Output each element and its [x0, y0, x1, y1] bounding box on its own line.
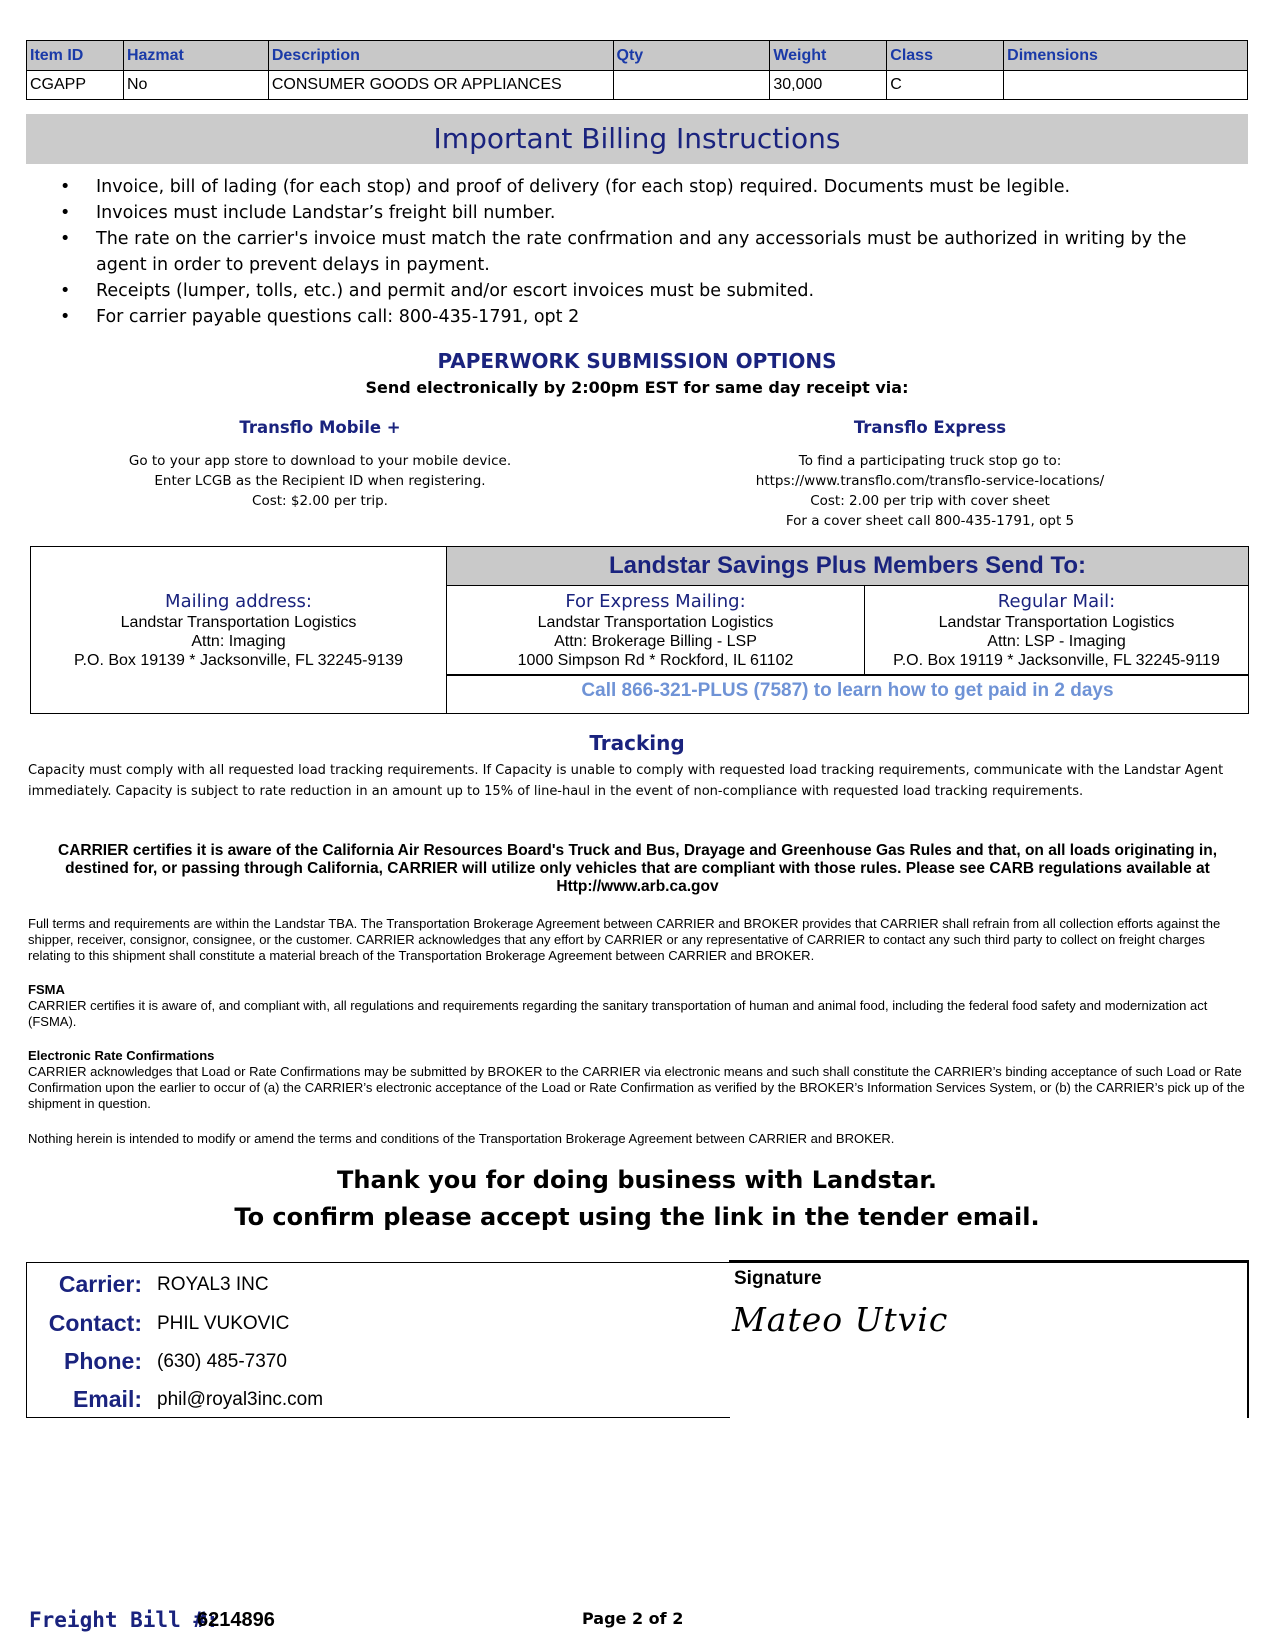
carb-statement: CARRIER certifies it is aware of the California Air Resources Board's Truck and Bus, Drayage and Greenhouse Gas Rules and that, on all loads originating in, destined for, or passing through California, CARRIER will utilize only vehicles that are compliant with those rules. Please see CARB regulations available at Http://www.arb.ca.gov	[58, 842, 1217, 895]
billing-instructions-list	[60, 174, 1220, 330]
mailing-address	[31, 591, 446, 670]
transflo-express-info	[690, 451, 1170, 531]
erc-text: CARRIER acknowledges that Load or Rate Confirmations may be submitted by BROKER to the CARRIER via electronic means and such shall constitute the CARRIER’s binding acceptance of such Load or Rate Confirmation upon the earlier to occur of (a) the CARRIER’s electronic acceptance of the Load or Rate Confirmation as verified by the BROKER’s Information Services System, or (b) the CARRIER’s pick up of the shipment in question.	[28, 1064, 1245, 1111]
regular-mail-title: Regular Mail:	[997, 591, 1116, 612]
fsma-section	[28, 982, 1248, 1030]
express-mailing-line: 1000 Simpson Rd * Rockford, IL 61102	[517, 652, 794, 669]
lsp-call-text: Call 866-321-PLUS (7587) to learn how to get paid in 2 days	[581, 680, 1114, 701]
paperwork-subtitle: Send electronically by 2:00pm EST for same day receipt via:	[365, 378, 909, 397]
transflo-mobile-title: Transflo Mobile +	[239, 418, 401, 437]
freight-bill-label: Freight Bill #:	[29, 1608, 219, 1632]
thanks-line: To confirm please accept using the link in the tender email.	[234, 1203, 1040, 1231]
mailing-line: Landstar Transportation Logistics	[120, 614, 357, 631]
express-mailing-title: For Express Mailing:	[565, 591, 746, 612]
phone-value: (630) 485-7370	[157, 1351, 287, 1372]
lsp-divider-top	[447, 585, 1248, 586]
table-row	[27, 71, 1248, 100]
tracking-title: Tracking	[589, 731, 685, 755]
signature-box-right	[1247, 1260, 1249, 1418]
mobile-line: Cost: $2.00 per trip.	[252, 493, 388, 509]
email-value: phil@royal3inc.com	[157, 1389, 324, 1410]
items-table	[26, 40, 1248, 100]
express-line: For a cover sheet call 800-435-1791, opt 5	[785, 513, 1075, 529]
regular-mail	[865, 591, 1248, 670]
carrier-box-top	[26, 1262, 1248, 1263]
express-mailing-line: Attn: Brokerage Billing - LSP	[554, 633, 757, 650]
transflo-express-title: Transflo Express	[853, 418, 1007, 437]
col-weight: Weight	[770, 41, 887, 71]
mailing-address-title: Mailing address:	[165, 591, 312, 612]
email-label: Email:	[72, 1386, 142, 1412]
contact-label: Contact:	[48, 1310, 142, 1336]
col-qty: Qty	[613, 41, 770, 71]
regular-mail-line: P.O. Box 19119 * Jacksonville, FL 32245-9119	[893, 652, 1220, 669]
list-item: • Receipts (lumper, tolls, etc.) and permit and/or escort invoices must be submited.	[60, 278, 1220, 304]
mobile-line: Go to your app store to download to your mobile device.	[128, 453, 512, 469]
express-line: To find a participating truck stop go to:	[798, 453, 1062, 469]
fsma-title: FSMA	[28, 982, 65, 997]
billing-title: Important Billing Instructions	[26, 114, 1248, 164]
tracking-text: Capacity must comply with all requested load tracking requirements. If Capacity is unable to comply with requested load tracking requirements, communicate with the Landstar Agent immediately. Capacity is subject to rate reduction in an amount up to 15% of line-haul in the event of non-compliance with requested load tracking requirements.	[28, 763, 1224, 799]
col-hazmat: Hazmat	[123, 41, 268, 71]
thanks-line: Thank you for doing business with Landstar.	[337, 1166, 937, 1194]
list-item: • Invoice, bill of lading (for each stop) and proof of delivery (for each stop) required. Documents must be legible.	[60, 174, 1220, 200]
col-class: Class	[887, 41, 1004, 71]
items-header-row	[27, 41, 1248, 71]
transflo-mobile-info	[60, 451, 580, 511]
erc-section	[28, 1048, 1248, 1112]
col-item-id: Item ID	[27, 41, 124, 71]
signature-value: Mateo Utvic	[732, 1300, 949, 1339]
cell-hazmat: No	[123, 71, 268, 100]
thank-you	[26, 1162, 1248, 1236]
express-line: Cost: 2.00 per trip with cover sheet	[810, 493, 1050, 509]
cell-description: CONSUMER GOODS OR APPLIANCES	[268, 71, 613, 100]
cell-dimensions	[1004, 71, 1248, 100]
mailing-line: P.O. Box 19139 * Jacksonville, FL 32245-9139	[73, 652, 404, 669]
col-dimensions: Dimensions	[1004, 41, 1248, 71]
mobile-line: Enter LCGB as the Recipient ID when registering.	[154, 473, 486, 489]
list-item: • Invoices must include Landstar’s freight bill number.	[60, 200, 1220, 226]
cell-weight: 30,000	[770, 71, 887, 100]
signature-box-top	[729, 1260, 1249, 1262]
page-number: Page 2 of 2	[582, 1609, 684, 1628]
carrier-label: Carrier:	[58, 1271, 142, 1297]
list-item: • For carrier payable questions call: 800-435-1791, opt 2	[60, 304, 1220, 330]
nothing-herein: Nothing herein is intended to modify or amend the terms and conditions of the Transportation Brokerage Agreement between CARRIER and BROKER.	[28, 1131, 895, 1146]
col-description: Description	[268, 41, 613, 71]
carrier-value: ROYAL3 INC	[157, 1274, 269, 1295]
signature-label: Signature	[734, 1268, 822, 1289]
mailing-line: Attn: Imaging	[191, 633, 286, 650]
express-line: https://www.transflo.com/transflo-service-locations/	[755, 473, 1105, 489]
lsp-title: Landstar Savings Plus Members Send To:	[447, 547, 1248, 585]
contact-value: PHIL VUKOVIC	[157, 1313, 290, 1334]
cell-item-id: CGAPP	[27, 71, 124, 100]
express-mailing-line: Landstar Transportation Logistics	[537, 614, 774, 631]
cell-qty	[613, 71, 770, 100]
fsma-text: CARRIER certifies it is aware of, and compliant with, all regulations and requirements regarding the sanitary transportation of human and animal food, including the federal food safety and modernization act (FSMA).	[28, 998, 1208, 1029]
regular-mail-line: Attn: LSP - Imaging	[987, 633, 1126, 650]
terms-text: Full terms and requirements are within the Landstar TBA. The Transportation Brokerage Agreement between CARRIER and BROKER provides that CARRIER shall refrain from all collection efforts against the shipper, receiver, consignor, consignee, or the customer. CARRIER acknowledges that any effort by CARRIER or any representative of CARRIER to contact any such third party to collect on freight charges relating to this shipment shall constitute a material breach of the Transportation Brokerage Agreement between CARRIER and BROKER.	[28, 916, 1221, 963]
freight-bill-number: 6214896	[197, 1609, 275, 1631]
express-mailing	[447, 591, 864, 670]
regular-mail-line: Landstar Transportation Logistics	[938, 614, 1175, 631]
lsp-divider-bottom	[447, 674, 1248, 676]
carrier-box-bottom	[26, 1417, 730, 1418]
phone-label: Phone:	[64, 1348, 142, 1374]
erc-title: Electronic Rate Confirmations	[28, 1048, 215, 1063]
cell-class: C	[887, 71, 1004, 100]
list-item: • The rate on the carrier's invoice must match the rate confrmation and any accessorials must be authorized in writing by the agent in order to prevent delays in payment.	[60, 226, 1220, 278]
paperwork-title: PAPERWORK SUBMISSION OPTIONS	[437, 349, 837, 373]
